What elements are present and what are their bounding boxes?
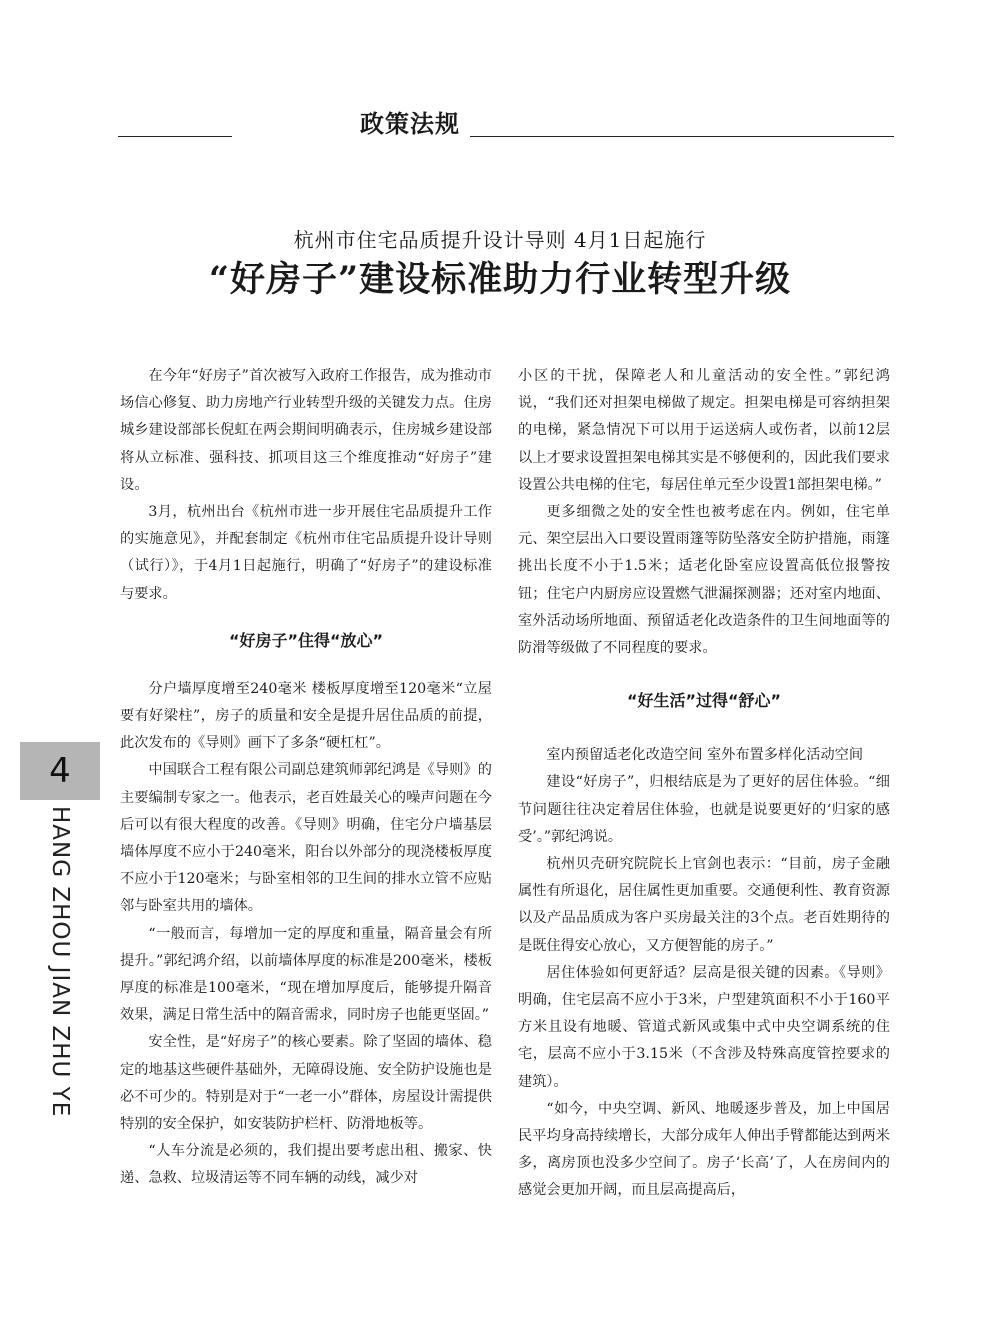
- section-label: 政策法规: [360, 110, 460, 138]
- page-number: 4: [20, 742, 100, 800]
- paragraph: 杭州贝壳研究院院长上官剑也表示：“目前，房子金融属性有所退化，居住属性更加重要。交通便利性、教育资源以及产品品质成为客户买房最关注的3个点。老百姓期待的是既住得安心放心，又方便智能的房子。”: [518, 856, 890, 954]
- section-heading: “好房子”住得“放心”: [228, 630, 384, 650]
- paragraph: “一般而言，每增加一定的厚度和重量，隔音量会有所提升。”郭纪鸿介绍，以前墙体厚度的标准是200毫米，楼板厚度的标准是100毫米，“现在增加厚度后，能够提升隔音效果，满足日常生活中的隔音需求，同时房子也能更坚固。”: [120, 925, 492, 1024]
- journal-footer: HANG ZHOU JIAN ZHU YE: [47, 806, 73, 1118]
- paragraph-continued: 小区的干扰，保障老人和儿童活动的安全性。”郭纪鸿说，“我们还对担架电梯做了规定。担架电梯是可容纳担架的电梯，紧急情况下可以用于运送病人或伤者，以前12层以上才要求设置担架电梯其实是不够便利的，因此我们要求设置公共电梯的住宅，每居住单元至少设置1部担架电梯。”: [518, 368, 890, 493]
- paragraph: “如今，中央空调、新风、地暖逐步普及，加上中国居民平均身高持续增长，大部分成年人伸出手臂都能达到两米多，离房顶也没多少空间了。房子‘长高’了，人在房间内的感觉会更加开阔，而且层高提高后，: [518, 1100, 890, 1199]
- section-heading: “好生活”过得“舒心”: [626, 691, 782, 711]
- paragraph: 在今年“好房子”首次被写入政府工作报告，成为推动市场信心修复、助力房地产行业转型升级的关键发力点。住房城乡建设部部长倪虹在两会期间明确表示，住房城乡建设部将从立标准、强科技、抓项目这三个维度推动“好房子”建设。: [120, 368, 492, 493]
- left-column: [120, 363, 492, 1193]
- header-rule-right: [470, 136, 894, 137]
- paragraph: 中国联合工程有限公司副总建筑师郭纪鸿是《导则》的主要编制专家之一。他表示，老百姓最关心的噪声问题在今后可以有很大程度的改善。《导则》明确，住宅分户墙基层墙体厚度不应小于240毫米，阳台以外部分的现浇楼板厚度不应小于120毫米；与卧室相邻的卫生间的排水立管不应贴邻与卧室共用的墙体。: [120, 762, 492, 915]
- right-column: [518, 363, 890, 1205]
- paragraph: 建设“好房子”，归根结底是为了更好的居住体验。“细节问题往往决定着居住体验，也就是说要更好的‘归家的感受’。”郭纪鸿说。: [518, 774, 890, 845]
- sub-heading: 室内预留适老化改造空间 室外布置多样化活动空间: [546, 747, 864, 764]
- article-subtitle: 杭州市住宅品质提升设计导则 4月1日起施行: [293, 228, 707, 252]
- paragraph: 3月，杭州出台《杭州市进一步开展住宅品质提升工作的实施意见》，并配套制定《杭州市住宅品质提升设计导则（试行）》，于4月1日起施行，明确了“好房子”的建设标准与要求。: [120, 504, 492, 602]
- section-header: [118, 108, 894, 140]
- paragraph: “人车分流是必须的，我们提出要考虑出租、搬家、快递、急救、垃圾清运等不同车辆的动线，减少对: [120, 1143, 492, 1187]
- header-rule-left: [118, 136, 232, 137]
- paragraph: 居住体验如何更舒适？层高是很关键的因素。《导则》明确，住宅层高不应小于3米，户型建筑面积不小于160平方米且设有地暖、管道式新风或集中式中央空调系统的住宅，层高不应小于3.15米（不含涉及特殊高度管控要求的建筑）。: [518, 964, 890, 1090]
- paragraph: 更多细微之处的安全性也被考虑在内。例如，住宅单元、架空层出入口要设置雨篷等防坠落安全防护措施，雨篷挑出长度不小于1.5米；适老化卧室应设置高低位报警按钮；住宅户内厨房应设置燃气泄漏探测器；还对室内地面、室外活动场所地面、预留适老化改造条件的卫生间地面等的防滑等级做了不同程度的要求。: [518, 504, 890, 657]
- paragraph: 安全性，是“好房子”的核心要素。除了坚固的墙体、稳定的地基这些硬件基础外，无障碍设施、安全防护设施也是必不可少的。特别是对于“一老一小”群体，房屋设计需提供特别的安全保护，如安装防护栏杆、防滑地板等。: [120, 1034, 492, 1133]
- paragraph: 分户墙厚度增至240毫米 楼板厚度增至120毫米“立屋要有好梁柱”，房子的质量和安全是提升居住品质的前提，此次发布的《导则》画下了多条“硬杠杠”。: [120, 680, 492, 752]
- article-headline: “好房子”建设标准助力行业转型升级: [208, 259, 792, 300]
